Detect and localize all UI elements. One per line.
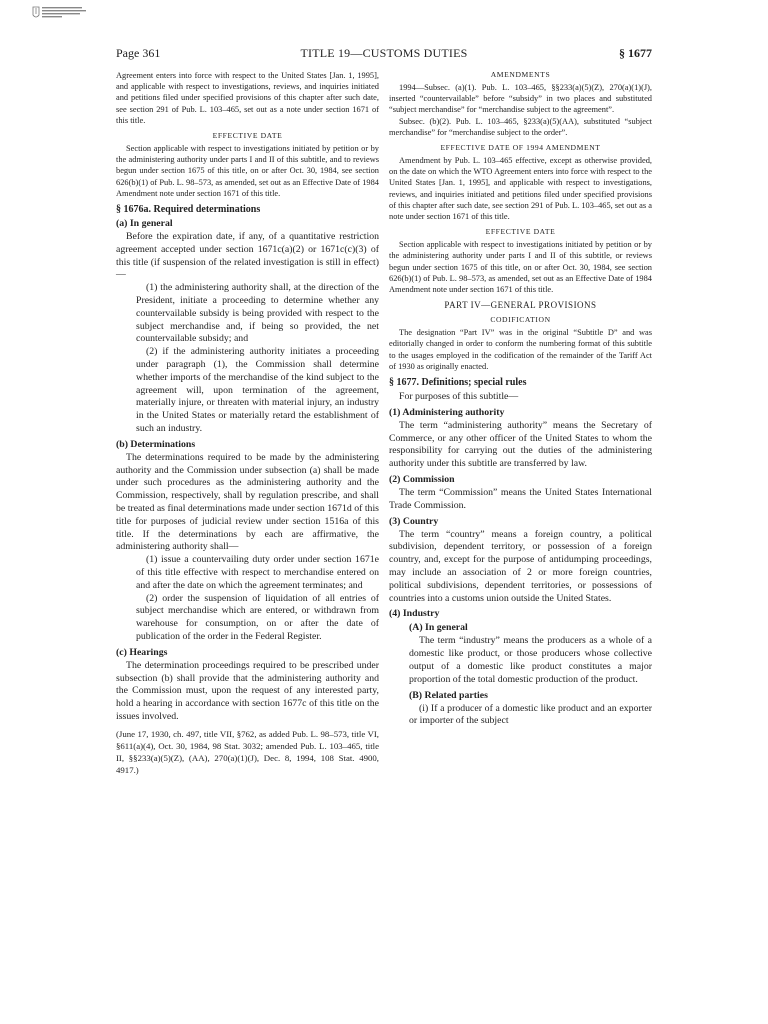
paragraph-a1: (1) the administering authority shall, at the direction of the President, initiate a proceeding to determine whether any countervailable subsidy is being provided with respect to the subject merchandise and, if being so provided, the net countervailable subsidy; and bbox=[136, 282, 379, 345]
source-citation: (June 17, 1930, ch. 497, title VII, §762, as added Pub. L. 98–573, title VI, §611(a)(4), Oct. 30, 1984, 98 Stat. 3032; amended Pub. L. 103–465, title II, §§233(a)(5)(Z), (AA), 270(a)(1)(J), Dec. 8, 1994, 108 Stat. 4900, 4917.) bbox=[116, 728, 379, 775]
paragraph-b1: (1) issue a countervailing duty order under section 1671e of this title effective with respect to merchandise entered on and after the date on which the agreement terminates; and bbox=[136, 554, 379, 591]
subsection-b-heading: (b) Determinations bbox=[116, 438, 196, 450]
definition-4a-text: The term “industry” means the producers as a whole of a domestic like product, or those producers whose collective output of a domestic like product constitutes a major proportion of the total domestic production of the product. bbox=[409, 635, 652, 685]
definition-4a-heading: (A) In general bbox=[409, 622, 468, 634]
amendment-1994-b2: Subsec. (b)(2). Pub. L. 103–465, §233(a)(5)(AA), substituted “subject merchandise” for “merchandise subject to the order”. bbox=[389, 116, 652, 137]
right-column bbox=[389, 70, 652, 728]
header-section-number: § 1677 bbox=[619, 46, 652, 60]
codification-note: The designation “Part IV” was in the original “Subtitle D” and was editorially changed in order to conform the numbering format of this subtitle to the usages employed in the codification of the remainder of the Tariff Act of 1930 as originally enacted. bbox=[389, 328, 652, 371]
left-column bbox=[116, 70, 379, 776]
intro-note: Agreement enters into force with respect to the United States [Jan. 1, 1995], and applicable with respect to investigations, reviews, and inquiries initiated and petitions filed under specified provisions of this chapter after such date, see section 291 of Pub. L. 103–465, set out as a note under section 1671 of this title. bbox=[116, 71, 379, 125]
running-title: TITLE 19—CUSTOMS DUTIES bbox=[300, 46, 468, 60]
definitions-intro: For purposes of this subtitle— bbox=[399, 391, 519, 403]
definition-2-text: The term “Commission” means the United States International Trade Commission. bbox=[389, 487, 652, 511]
codification-heading: CODIFICATION bbox=[490, 315, 551, 325]
effective-date-1994-heading: EFFECTIVE DATE OF 1994 AMENDMENT bbox=[440, 143, 601, 153]
effective-date-note: Section applicable with respect to investigations initiated by petition or by the administering authority under parts I and II of this subtitle, and to reviews begun under section 1675 of this title, on or after Oct. 30, 1984, see section 626(b)(1) of Pub. L. 98–573, as amended, set out as an Effective Date of 1984 Amendment note under section 1671 of this title. bbox=[116, 144, 379, 198]
subsection-a-heading: (a) In general bbox=[116, 218, 173, 230]
definition-1-heading: (1) Administering authority bbox=[389, 406, 505, 418]
page-number: Page 361 bbox=[116, 46, 161, 60]
definition-2-heading: (2) Commission bbox=[389, 474, 455, 486]
effective-date-1994-note: Amendment by Pub. L. 103–465 effective, except as otherwise provided, on the date on which the WTO Agreement enters into force with respect to the United States [Jan. 1, 1995], and applicable with respect to investigations, reviews, and inquiries initiated and petitions filed under specified provisions of this chapter after such date, see section 291 of Pub. L. 103–465, set out as a note under section 1671 of this title. bbox=[389, 156, 652, 222]
definition-1-text: The term “administering authority” means the Secretary of Commerce, or any other officer of the United States to whom the responsibility for carrying out the duties of the administering authority under this subtitle are transferred by law. bbox=[389, 419, 652, 470]
amendment-1994-a1: 1994—Subsec. (a)(1). Pub. L. 103–465, §§233(a)(5)(Z), 270(a)(1)(J), inserted “countervailable” before “subsidy” in two places and substituted “subject merchandise” for “merchandise subject to the agreement”. bbox=[389, 83, 652, 115]
amendments-heading: AMENDMENTS bbox=[490, 70, 551, 79]
paragraph-b2: (2) order the suspension of liquidation of all entries of subject merchandise which are entered, or withdrawn from warehouse for consumption, on or after the date of publication of the order in the Federal Register. bbox=[136, 592, 379, 642]
definition-4b-text: (i) If a producer of a domestic like product and an exporter or importer of the subject bbox=[409, 702, 652, 727]
running-header bbox=[116, 46, 652, 62]
subsection-c-text: The determination proceedings required to be prescribed under subsection (b) shall provide that the administering authority and the Commission must, upon the request of any interested party, hold a hearing in accordance with section 1677c of this title on the issues involved. bbox=[116, 659, 379, 722]
definition-4-heading: (4) Industry bbox=[389, 608, 440, 620]
definition-4b-heading: (B) Related parties bbox=[409, 689, 488, 701]
section-1677-heading: § 1677. Definitions; special rules bbox=[389, 377, 527, 389]
effective-date-note-right: Section applicable with respect to investigations initiated by petition or by the administering authority under parts I and II of this subtitle, or reviews begun under section 1675 of this title, on or after Oct. 30, 1984, see section 626(b)(1) of Pub. L. 98–573, as amended, set out as an Effective Date of 1984 Amendment note under section 1671 of this title. bbox=[389, 240, 652, 295]
effective-date-heading-right: EFFECTIVE DATE bbox=[485, 227, 556, 237]
definition-3-heading: (3) Country bbox=[389, 515, 439, 527]
subsection-a-text: Before the expiration date, if any, of a quantitative restriction agreement accepted under section 1671c(a)(2) or 1671c(c)(3) of this title (if suspension of the related investigation is still in effect)— bbox=[116, 231, 379, 281]
definition-3-text: The term “country” means a foreign country, a political subdivision, dependent territory, or possession of a foreign country, and, except for the purpose of antidumping proceedings, may include an association of 2 or more foreign countries, political subdivisions, dependent territories, or possessions of countries into a customs union outside the United States. bbox=[389, 528, 652, 604]
part-iv-heading: PART IV—GENERAL PROVISIONS bbox=[444, 300, 597, 311]
subsection-c-heading: (c) Hearings bbox=[116, 646, 168, 658]
subsection-b-text: The determinations required to be made by the administering authority and the Commission under subsection (a) shall be made under such procedures as the administering authority and the Commission, respectively, shall by regulation prescribe, and shall be treated as final determinations made under section 1671d of this title for purposes of judicial review under section 1516a of this title. If the determinations by each are affirmative, the administering authority shall— bbox=[116, 451, 379, 553]
section-1676a-heading: § 1676a. Required determinations bbox=[116, 204, 261, 216]
gpo-authentication-seal bbox=[30, 3, 90, 27]
effective-date-heading: EFFECTIVE DATE bbox=[212, 131, 283, 141]
paragraph-a2: (2) if the administering authority initiates a proceeding under paragraph (1), the Commission shall determine whether imports of the merchandise of the kind subject to the agreement will, upon termination of the agreement, materially injure, or threaten with material injury, an industry in the United States or materially retard the establishment of such an industry. bbox=[136, 346, 379, 434]
